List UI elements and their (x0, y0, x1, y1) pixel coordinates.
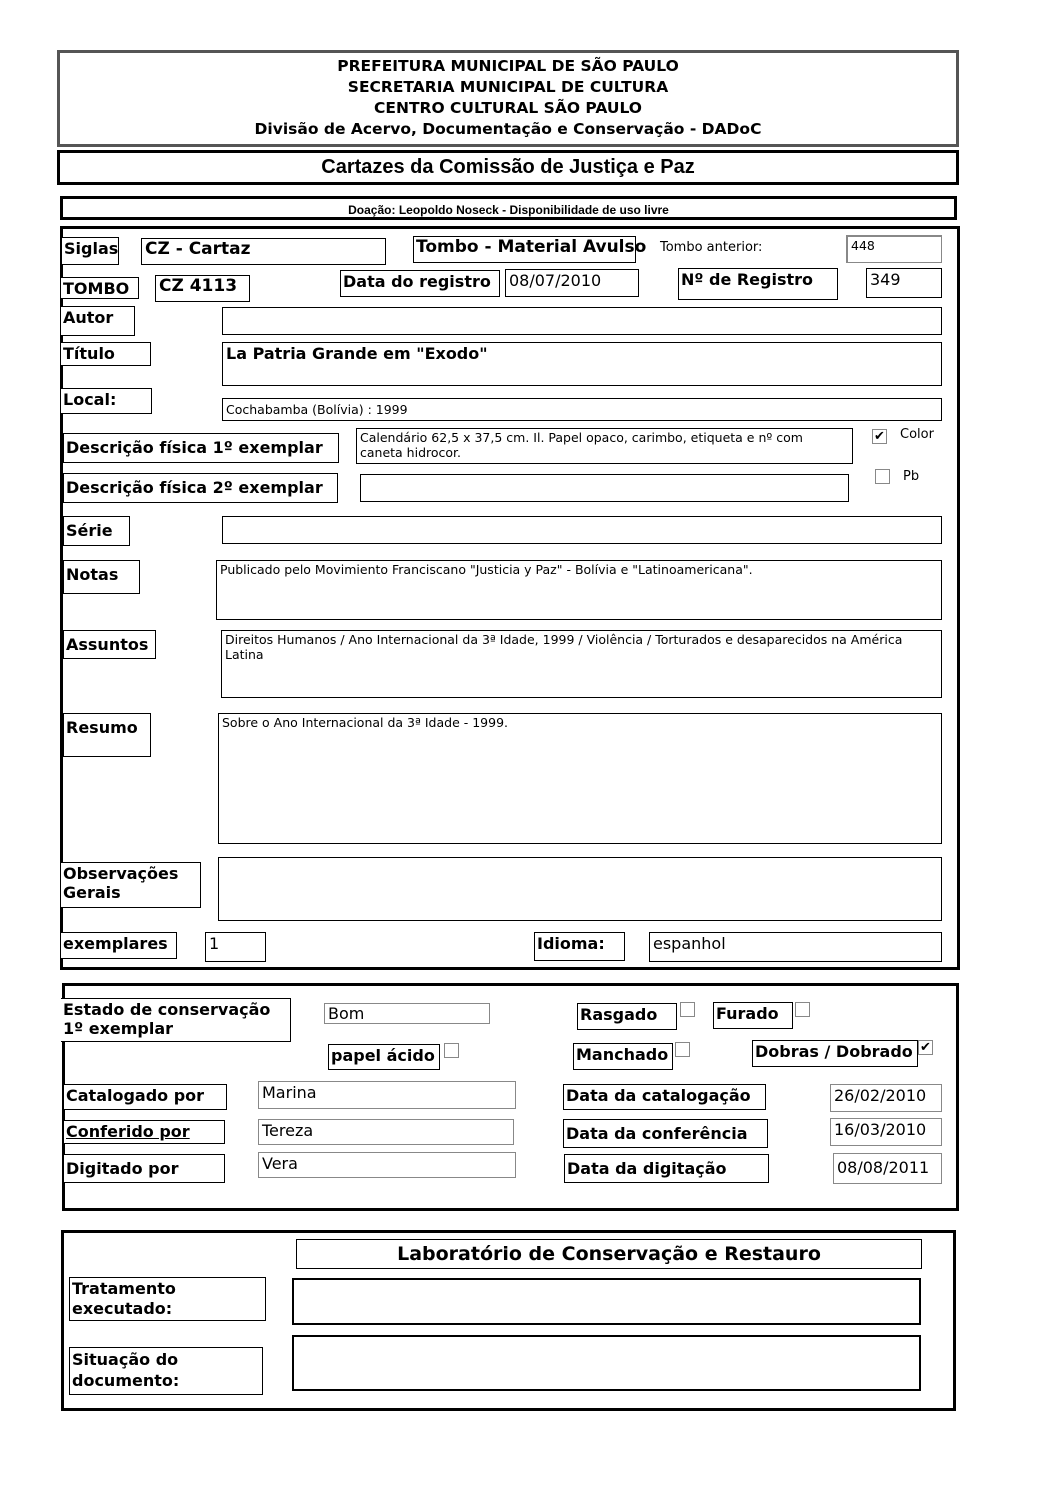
idioma-label: Idioma: (534, 932, 625, 961)
resumo-label: Resumo (63, 713, 151, 757)
notas-label: Notas (63, 560, 140, 594)
data-conferencia-label: Data da conferência (563, 1119, 768, 1148)
furado-label: Furado (713, 1002, 793, 1029)
data-digitacao-field[interactable]: 08/08/2011 (833, 1153, 942, 1184)
autor-label: Autor (61, 306, 135, 336)
dobras-label: Dobras / Dobrado (752, 1040, 918, 1067)
observacoes-label-line-1: Observações (63, 864, 179, 883)
tombo-field[interactable]: CZ 4113 (155, 275, 250, 302)
tratamento-field[interactable] (292, 1278, 921, 1325)
n-registro-field[interactable]: 349 (866, 268, 942, 298)
notas-field[interactable]: Publicado pelo Movimiento Franciscano "Justicia y Paz" - Bolívia e "Latinoamericana". (216, 560, 942, 620)
local-label: Local: (61, 388, 152, 414)
tombo-material-label: Tombo - Material Avulso (413, 236, 636, 263)
header-line-2: SECRETARIA MUNICIPAL DE CULTURA (347, 78, 669, 96)
dobras-checkbox[interactable]: ✔ (918, 1040, 933, 1055)
lab-title: Laboratório de Conservação e Restauro (296, 1239, 922, 1269)
situacao-label-line-1: Situação do (72, 1350, 179, 1369)
papel-acido-checkbox[interactable] (444, 1043, 459, 1058)
estado-label-line-2: 1º exemplar (63, 1019, 174, 1038)
data-registro-label: Data do registro (340, 270, 500, 297)
data-catalogacao-label: Data da catalogação (563, 1084, 766, 1110)
idioma-field[interactable]: espanhol (649, 932, 942, 962)
autor-field[interactable] (222, 307, 942, 335)
local-field[interactable]: Cochabamba (Bolívia) : 1999 (222, 398, 942, 421)
data-conferencia-field[interactable]: 16/03/2010 (830, 1118, 942, 1146)
exemplares-field[interactable]: 1 (205, 932, 266, 962)
situacao-label-line-2: documento: (72, 1371, 180, 1390)
desc1-field[interactable]: Calendário 62,5 x 37,5 cm. Il. Papel opaco, carimbo, etiqueta e nº com caneta hidrocor. (356, 428, 853, 464)
catalogado-label: Catalogado por (63, 1084, 227, 1110)
header-line-1: PREFEITURA MUNICIPAL DE SÃO PAULO (337, 57, 679, 75)
tratamento-label (69, 1277, 266, 1321)
desc2-label: Descrição física 2º exemplar (63, 473, 338, 503)
donation-box (60, 196, 957, 220)
collection-title-box (57, 150, 959, 185)
tratamento-label-line-1: Tratamento (72, 1279, 176, 1298)
data-registro-field[interactable]: 08/07/2010 (505, 269, 639, 297)
digitado-field[interactable]: Vera (258, 1152, 516, 1178)
institution-header (57, 50, 959, 147)
situacao-field[interactable] (292, 1335, 921, 1391)
estado-label (61, 998, 291, 1042)
data-digitacao-label: Data da digitação (564, 1154, 769, 1183)
header-line-3: CENTRO CULTURAL SÃO PAULO (374, 99, 642, 117)
assuntos-field[interactable]: Direitos Humanos / Ano Internacional da 3ª Idade, 1999 / Violência / Torturados e desaparecidos na América Latina (221, 630, 942, 698)
observacoes-label (61, 862, 201, 908)
n-registro-label: Nº de Registro (678, 268, 838, 300)
desc1-label: Descrição física 1º exemplar (63, 433, 339, 463)
resumo-field[interactable]: Sobre o Ano Internacional da 3ª Idade - 1999. (218, 713, 942, 844)
titulo-label: Título (61, 342, 151, 366)
exemplares-label: exemplares (61, 932, 177, 959)
desc2-field[interactable] (360, 474, 849, 502)
observacoes-label-line-2: Gerais (63, 883, 121, 902)
tombo-anterior-label: Tombo anterior: (660, 240, 763, 255)
data-catalogacao-field[interactable]: 26/02/2010 (830, 1084, 942, 1112)
estado-field[interactable]: Bom (324, 1003, 490, 1024)
assuntos-label: Assuntos (63, 630, 156, 659)
donation-text: Doação: Leopoldo Noseck - Disponibilidade de uso livre (348, 203, 669, 217)
rasgado-label: Rasgado (577, 1003, 677, 1030)
manchado-checkbox[interactable] (675, 1042, 690, 1057)
tombo-label: TOMBO (61, 277, 139, 299)
situacao-label (69, 1347, 263, 1395)
color-checkbox[interactable]: ✔ (872, 429, 887, 444)
pb-label: Pb (903, 469, 920, 484)
tombo-anterior-field[interactable]: 448 (846, 235, 942, 263)
rasgado-checkbox[interactable] (680, 1002, 695, 1017)
digitado-label: Digitado por (63, 1154, 225, 1183)
manchado-label: Manchado (573, 1043, 673, 1070)
furado-checkbox[interactable] (795, 1002, 810, 1017)
conferido-label: Conferido por (63, 1120, 225, 1144)
color-label: Color (900, 427, 934, 442)
observacoes-field[interactable] (218, 857, 942, 921)
catalogado-field[interactable]: Marina (258, 1081, 516, 1109)
conferido-field[interactable]: Tereza (258, 1119, 514, 1145)
titulo-field[interactable]: La Patria Grande em "Exodo" (222, 342, 942, 386)
siglas-label: Siglas (61, 237, 119, 265)
tratamento-label-line-2: executado: (72, 1299, 173, 1318)
collection-title: Cartazes da Comissão de Justiça e Paz (321, 156, 695, 178)
estado-label-line-1: Estado de conservação (63, 1000, 271, 1019)
pb-checkbox[interactable] (875, 469, 890, 484)
serie-field[interactable] (222, 516, 942, 544)
siglas-field[interactable]: CZ - Cartaz (141, 238, 386, 265)
serie-label: Série (63, 516, 130, 546)
header-line-4: Divisão de Acervo, Documentação e Conservação - DADoC (254, 120, 762, 138)
papel-acido-label: papel ácido (328, 1044, 440, 1070)
